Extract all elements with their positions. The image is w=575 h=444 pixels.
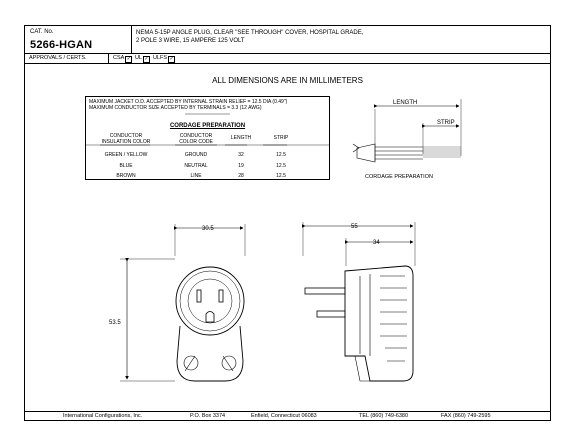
table-cell: 32 — [238, 152, 244, 158]
table-cell: 12.5 — [276, 173, 286, 179]
footer-fax: FAX (860) 749-2595 — [441, 413, 491, 419]
footer-city: Enfield, Connecticut 06083 — [251, 413, 317, 419]
check-icon: ✓ — [169, 56, 174, 62]
description-line-1: NEMA 5-15P ANGLE PLUG, CLEAR "SEE THROUGH" COVER, HOSPITAL GRADE, — [136, 30, 364, 36]
col-header-strip: STRIP — [273, 135, 289, 141]
table-cell: 12.5 — [276, 152, 286, 158]
table-cell: BLUE — [119, 163, 133, 169]
dimensions-note: ALL DIMENSIONS ARE IN MILLIMETERS — [212, 76, 363, 85]
technical-drawing — [25, 26, 552, 422]
cert-ulfs-label: ULFS — [153, 55, 168, 61]
description-line-2: 2 POLE 3 WIRE, 15 AMPERE 125 VOLT — [136, 38, 245, 44]
table-cell: BROWN — [116, 173, 136, 179]
length-label: LENGTH — [393, 100, 418, 106]
table-cell: LINE — [190, 173, 202, 179]
footer-company: International Configurations, Inc. — [63, 413, 143, 419]
cordage-title: CORDAGE PREPARATION — [169, 123, 246, 129]
dim-side-depth: 55 — [351, 224, 358, 230]
table-cell: 19 — [238, 163, 244, 169]
check-icon: ✓ — [144, 56, 149, 62]
strip-label: STRIP — [437, 120, 455, 126]
table-cell: 28 — [238, 173, 244, 179]
cat-number: 5266-HGAN — [30, 39, 93, 51]
note-line-1: MAXIMUM JACKET O.D. ACCEPTED BY INTERNAL STRAIN RELIEF = 12.5 DIA (0.49") — [89, 99, 288, 105]
footer-tel: TEL (860) 749-6380 — [359, 413, 409, 419]
table-cell: NEUTRAL — [184, 163, 208, 169]
table-cell: GROUND — [184, 152, 208, 158]
cert-ul-label: UL — [135, 55, 143, 61]
note-line-2: MAXIMUM CONDUCTOR SIZE ACCEPTED BY TERMINALS = 3.3 (12 AWG) — [89, 105, 262, 111]
approvals-label: APPROVALS / CERTS. — [25, 54, 109, 63]
cert-csa-label: CSA — [113, 55, 125, 61]
col-header-length: LENGTH — [230, 135, 252, 141]
dim-front-width: 30.5 — [202, 226, 214, 232]
col-header-colorcode: CONDUCTOR COLOR CODE — [179, 133, 213, 145]
table-cell: 12.5 — [276, 163, 286, 169]
col-header-insulation: CONDUCTOR INSULATION COLOR — [101, 133, 151, 145]
check-icon: ✓ — [126, 56, 131, 62]
dim-front-height: 53.5 — [109, 320, 121, 326]
dim-side-body: 34 — [373, 240, 380, 246]
drawing-sheet — [24, 25, 551, 421]
table-cell: GREEN / YELLOW — [104, 152, 148, 158]
cat-label: CAT. No. — [30, 29, 54, 35]
footer-pobox: P.O. Box 3374 — [190, 413, 226, 419]
prep-caption: CORDAGE PREPARATION — [365, 174, 433, 180]
